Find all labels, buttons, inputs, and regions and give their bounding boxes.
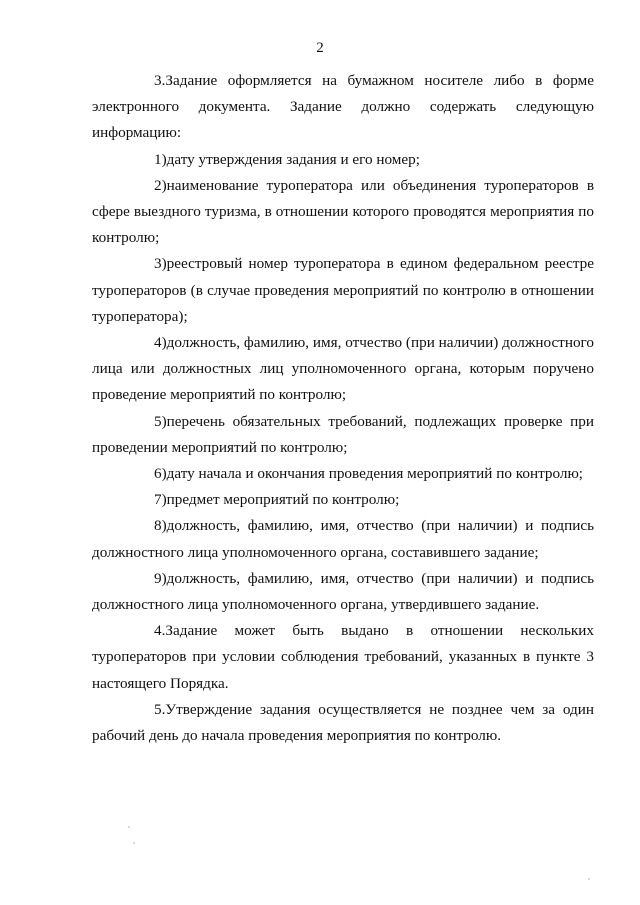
item-4 <box>92 330 594 409</box>
page-number: 2 <box>316 40 324 56</box>
item-text: дату утверждения задания и его номер; <box>166 150 420 168</box>
item-3 <box>92 251 594 330</box>
item-6 <box>92 461 594 487</box>
item-2 <box>92 173 594 252</box>
scan-speck <box>588 878 590 880</box>
item-5 <box>92 409 594 461</box>
item-number: 3) <box>154 255 167 273</box>
scan-speck <box>133 842 135 844</box>
clause-number: 4. <box>154 622 166 640</box>
item-text: должность, фамилию, имя, отчество (при наличии) и подпись должностного лица уполномоченного органа, утвердившего задание. <box>92 569 594 614</box>
item-7 <box>92 487 594 513</box>
item-8 <box>92 513 594 565</box>
item-text: реестровый номер туроператора в едином федеральном реестре туроператоров (в случае проведения мероприятий по контролю в отношении туроператора); <box>92 255 594 325</box>
clause-4 <box>92 618 594 697</box>
clause-number: 5. <box>154 700 166 718</box>
item-number: 1) <box>154 150 167 168</box>
clause-text: Задание может быть выдано в отношении нескольких туроператоров при условии соблюдения требований, указанных в пункте 3 настоящего Порядка. <box>92 622 594 692</box>
item-text: должность, фамилию, имя, отчество (при наличии) должностного лица или должностных лиц уполномоченного органа, которым поручено проведение мероприятий по контролю; <box>92 334 594 404</box>
item-number: 8) <box>154 517 167 535</box>
clause-3 <box>92 68 594 147</box>
item-text: дату начала и окончания проведения мероприятий по контролю; <box>166 465 584 483</box>
scan-speck <box>128 826 130 828</box>
item-9 <box>92 566 594 618</box>
clause-5 <box>92 697 594 749</box>
item-number: 4) <box>154 334 167 352</box>
item-number: 2) <box>154 176 167 194</box>
item-text: должность, фамилию, имя, отчество (при наличии) и подпись должностного лица уполномоченного органа, составившего задание; <box>92 517 594 561</box>
clause-text: Задание оформляется на бумажном носителе либо в форме электронного документа. Задание должно содержать следующую информацию: <box>92 72 594 142</box>
item-number: 7) <box>154 491 167 509</box>
item-number: 6) <box>154 465 167 483</box>
item-text: предмет мероприятий по контролю; <box>166 491 400 509</box>
item-number: 5) <box>154 412 167 430</box>
document-body <box>92 68 594 749</box>
item-text: наименование туроператора или объединения туроператоров в сфере выездного туризма, в отношении которого проводятся мероприятия по контролю; <box>92 176 594 247</box>
clause-text: Утверждение задания осуществляется не позднее чем за один рабочий день до начала проведения мероприятия по контролю. <box>92 700 594 745</box>
clause-number: 3. <box>154 72 166 89</box>
item-1 <box>92 147 594 173</box>
item-number: 9) <box>154 569 167 587</box>
item-text: перечень обязательных требований, подлежащих проверке при проведении мероприятий по контролю; <box>92 412 594 456</box>
